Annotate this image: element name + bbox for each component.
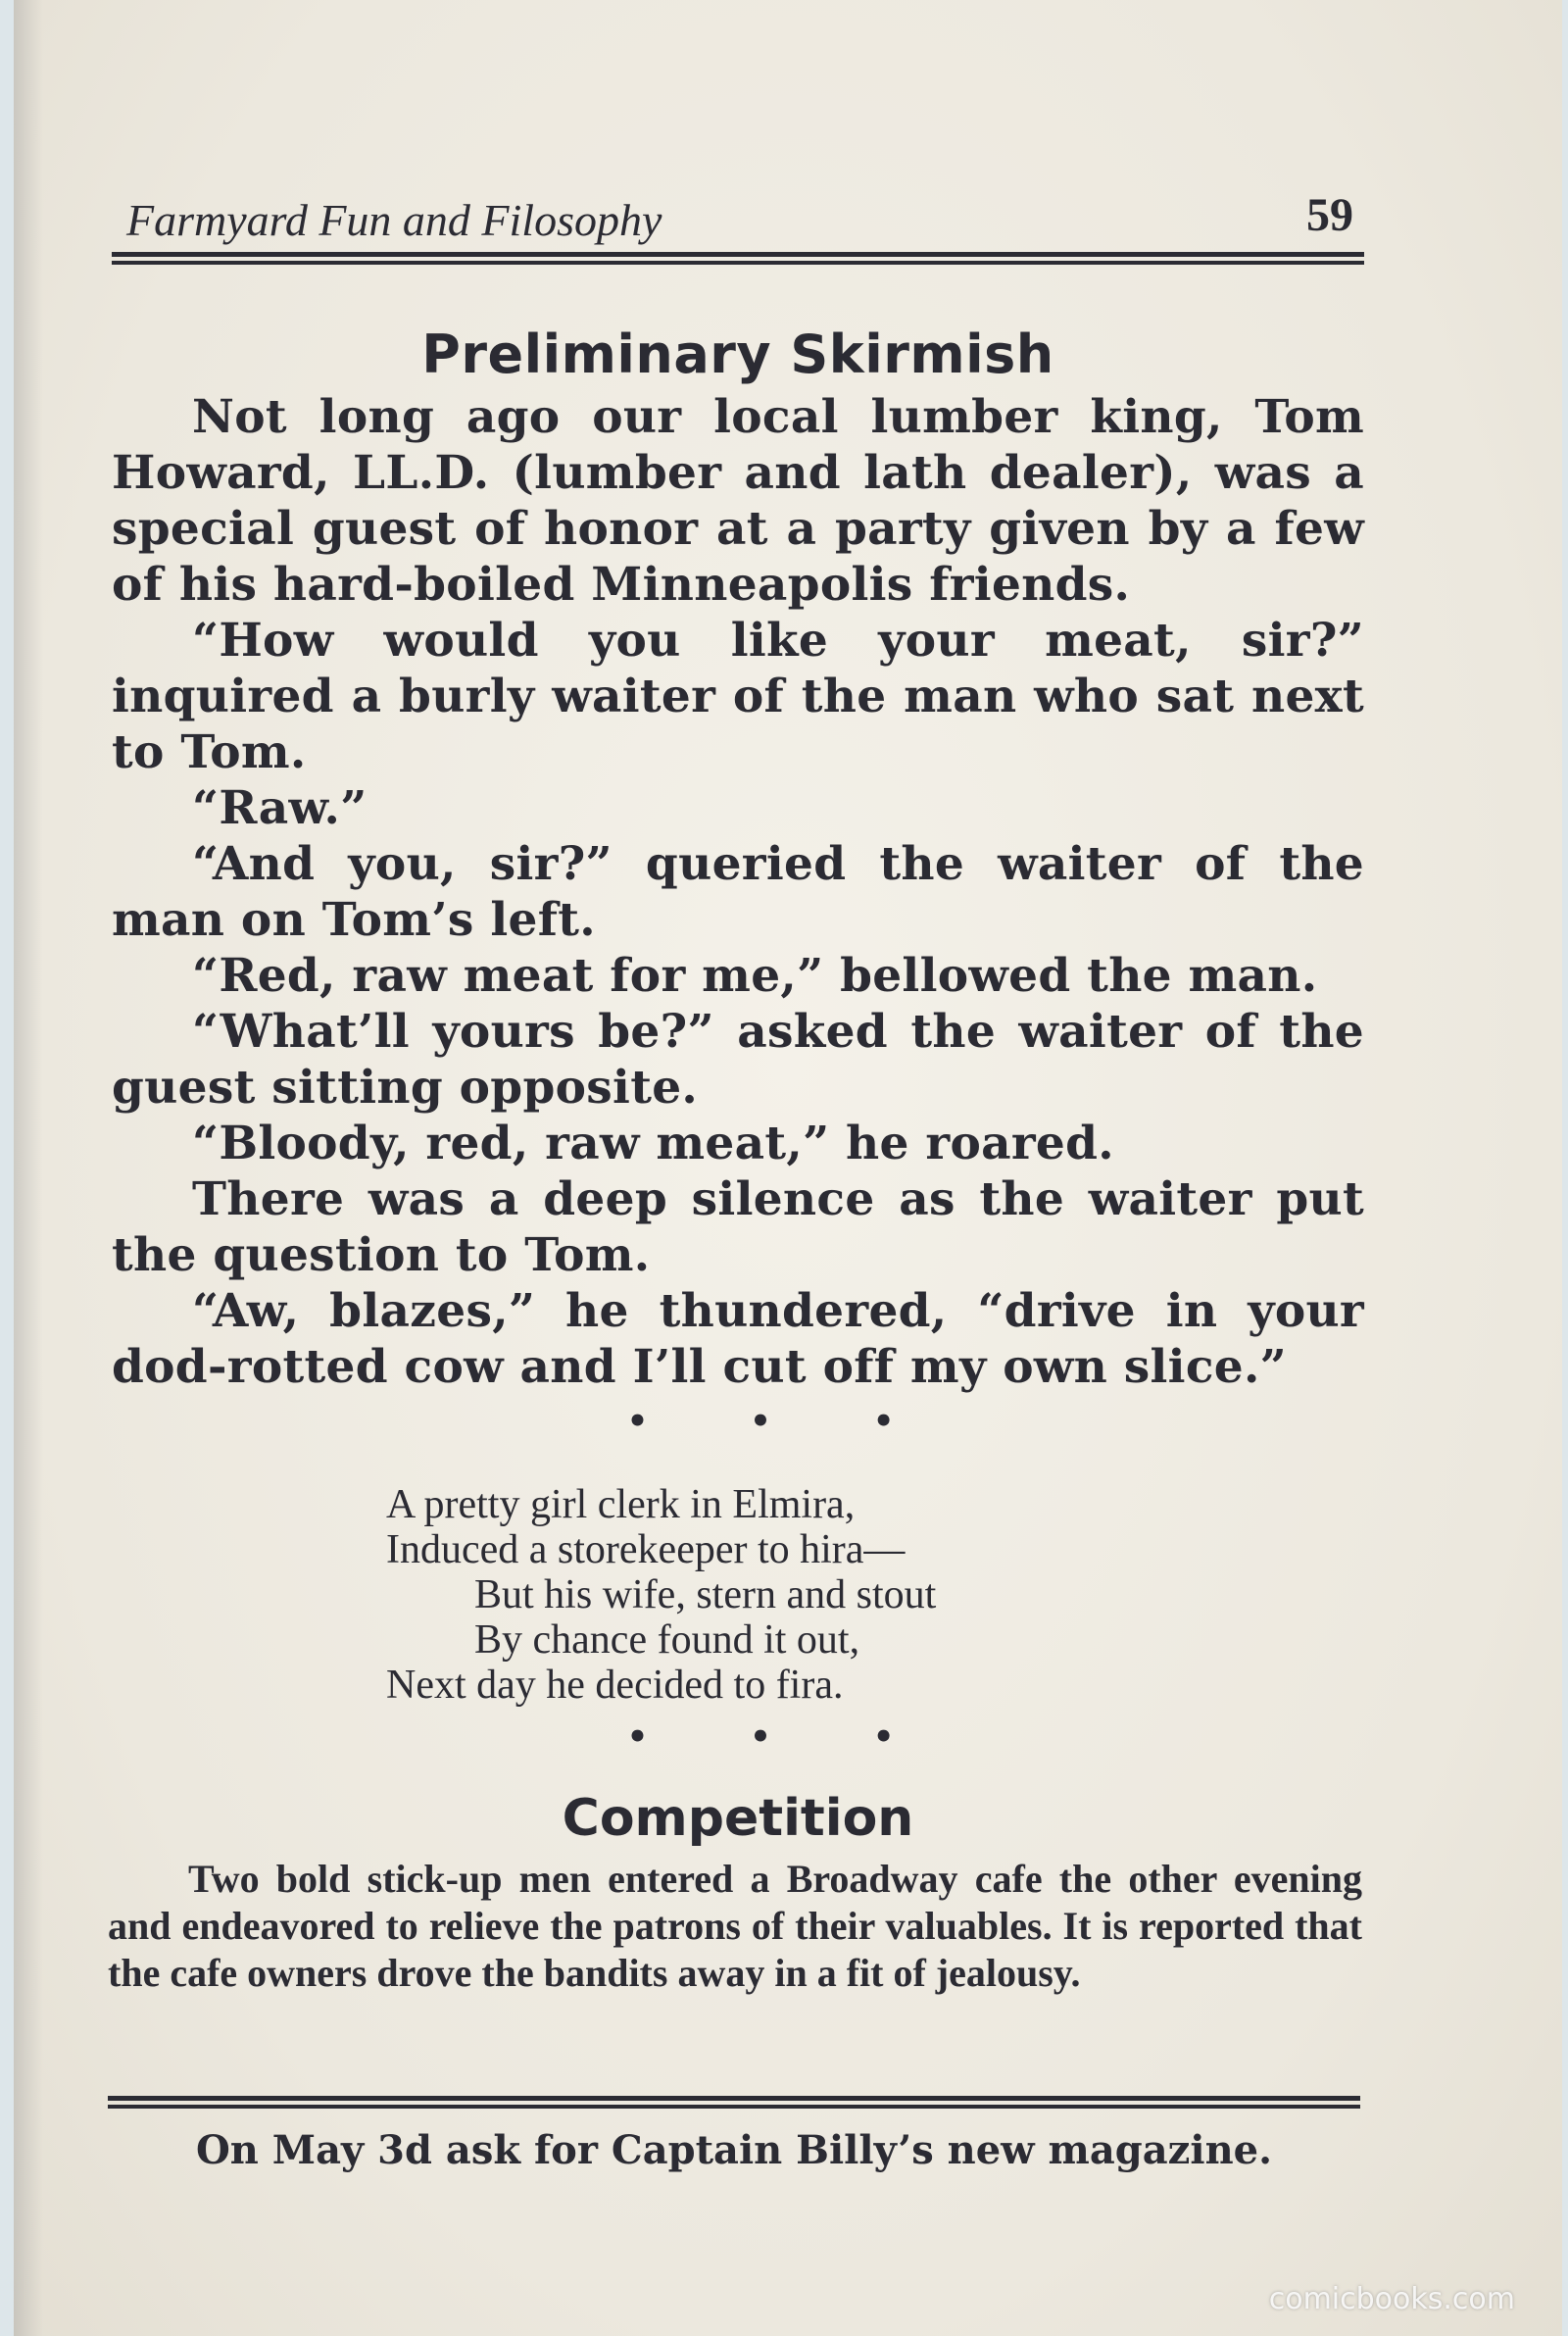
- poem-line: By chance found it out,: [474, 1617, 860, 1663]
- section-separator: • • •: [626, 1402, 940, 1441]
- story-paragraph: “What’ll yours be?” asked the waiter of the guest sitting opposite.: [112, 1005, 1364, 1115]
- header-double-rule: [112, 252, 1364, 265]
- story-paragraph: “Bloody, red, raw meat,” he roared.: [192, 1117, 1114, 1170]
- footer-double-rule: [108, 2096, 1360, 2109]
- story-paragraph: “Raw.”: [192, 781, 368, 835]
- story-preliminary-skirmish: [112, 323, 1364, 1395]
- section-separator: • • •: [626, 1717, 940, 1757]
- poem-line: Next day he decided to fira.: [386, 1663, 844, 1708]
- watermark: comicbooks.com: [1268, 2282, 1515, 2316]
- poem-line: A pretty girl clerk in Elmira,: [386, 1482, 856, 1527]
- story-paragraph: “And you, sir?” queried the waiter of the man on Tom’s left.: [112, 837, 1364, 947]
- story-paragraph: “How would you like your meat, sir?” inquired a burly waiter of the man who sat next to Tom.: [112, 614, 1364, 779]
- competition-title: Competition: [562, 1789, 914, 1848]
- competition-text: Two bold stick-up men entered a Broadway cafe the other evening and endeavored to relieve the patrons of their valuables. It is reported that the cafe owners drove the bandits away in a fit of jealousy.: [108, 1857, 1362, 1995]
- book-page: [14, 0, 1562, 2336]
- running-title: Farmyard Fun and Filosophy: [126, 195, 662, 245]
- footer-advert: On May 3d ask for Captain Billy’s new magazine.: [195, 2127, 1273, 2173]
- limerick: [386, 1482, 1131, 1708]
- story-paragraph: Not long ago our local lumber king, Tom Howard, LL.D. (lumber and lath dealer), was a special guest of honor at a party given by a few of his hard-boiled Minneapolis friends.: [112, 390, 1364, 612]
- story-paragraph: There was a deep silence as the waiter put the question to Tom.: [112, 1172, 1364, 1282]
- story-title: Preliminary Skirmish: [421, 323, 1054, 385]
- story-paragraph: “Red, raw meat for me,” bellowed the man.: [192, 949, 1318, 1003]
- poem-line: But his wife, stern and stout: [474, 1572, 937, 1617]
- page-edge-shadow: [14, 0, 43, 2336]
- running-header: [112, 186, 1363, 255]
- poem-line: Induced a storekeeper to hira—: [386, 1527, 906, 1572]
- page-number: 59: [1306, 189, 1353, 241]
- story-paragraph: “Aw, blazes,” he thundered, “drive in your dod-rotted cow and I’ll cut off my own slice.”: [112, 1284, 1364, 1394]
